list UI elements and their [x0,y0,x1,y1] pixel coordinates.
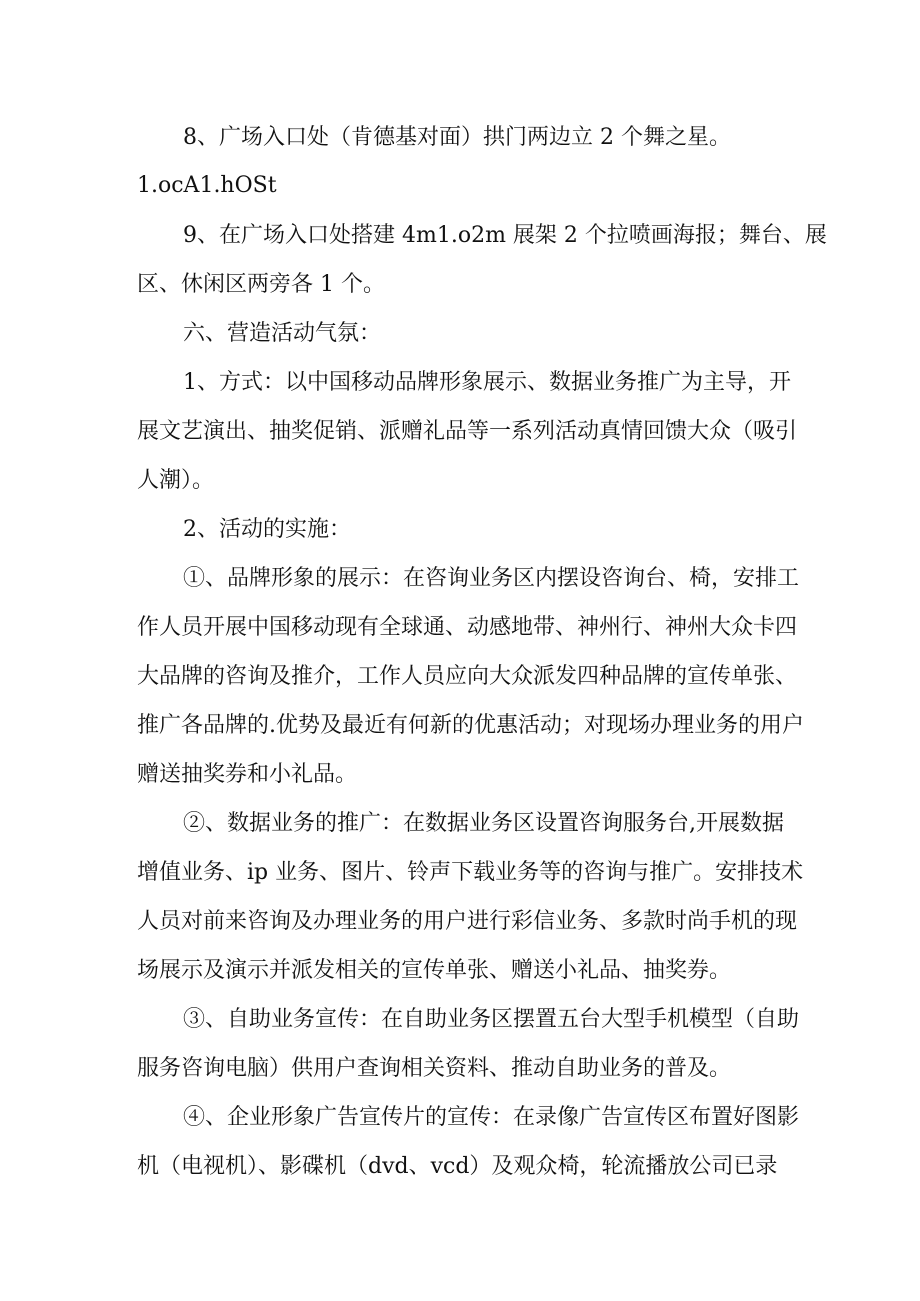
text-line: 服务咨询电脑）供用户查询相关资料、推动自助业务的普及。 [137,1056,732,1081]
text-line: 人潮）。 [137,468,215,493]
text-line: 区、休闲区两旁各 1 个。 [137,272,385,297]
text-line: ①、品牌形象的展示：在咨询业务区内摆设咨询台、椅，安排工 [183,566,800,591]
text-line: 1.ocA1.hOSt [137,173,277,198]
text-line: 大品牌的咨询及推介，工作人员应向大众派发四种品牌的宣传单张、 [137,664,798,689]
text-line: ④、企业形象广告宣传片的宣传：在录像广告宣传区布置好图影 [183,1105,800,1130]
text-line: 作人员开展中国移动现有全球通、动感地带、神州行、神州大众卡四 [137,615,798,640]
text-line: 增值业务、ip 业务、图片、铃声下载业务等的咨询与推广。安排技术 [137,860,804,885]
text-line: 机（电视机）、影碟机（dvd、vcd）及观众椅，轮流播放公司已录 [137,1154,778,1179]
text-line: ③、自助业务宣传：在自助业务区摆置五台大型手机模型（自助 [183,1007,800,1032]
text-line: 9、在广场入口处搭建 4m1.o2m 展架 2 个拉喷画海报；舞台、展 [183,223,827,248]
text-line: 赠送抽奖券和小礼品。 [137,762,358,787]
text-line: 展文艺演出、抽奖促销、派赠礼品等一系列活动真情回馈大众（吸引 [137,419,798,444]
text-line: 8、广场入口处（肯德基对面）拱门两边立 2 个舞之星。 [183,125,731,150]
text-line: 人员对前来咨询及办理业务的用户进行彩信业务、多款时尚手机的现 [137,909,798,934]
text-line: 1、方式：以中国移动品牌形象展示、数据业务推广为主导，开 [183,370,791,395]
subsection-heading: 2、活动的实施： [183,517,351,542]
text-line: 推广各品牌的.优势及最近有何新的优惠活动；对现场办理业务的用户 [137,713,804,738]
text-line: 场展示及演示并派发相关的宣传单张、赠送小礼品、抽奖券。 [137,958,732,983]
text-line: ②、数据业务的推广：在数据业务区设置咨询服务台,开展数据 [183,811,784,836]
section-heading: 六、营造活动气氛： [183,321,382,346]
